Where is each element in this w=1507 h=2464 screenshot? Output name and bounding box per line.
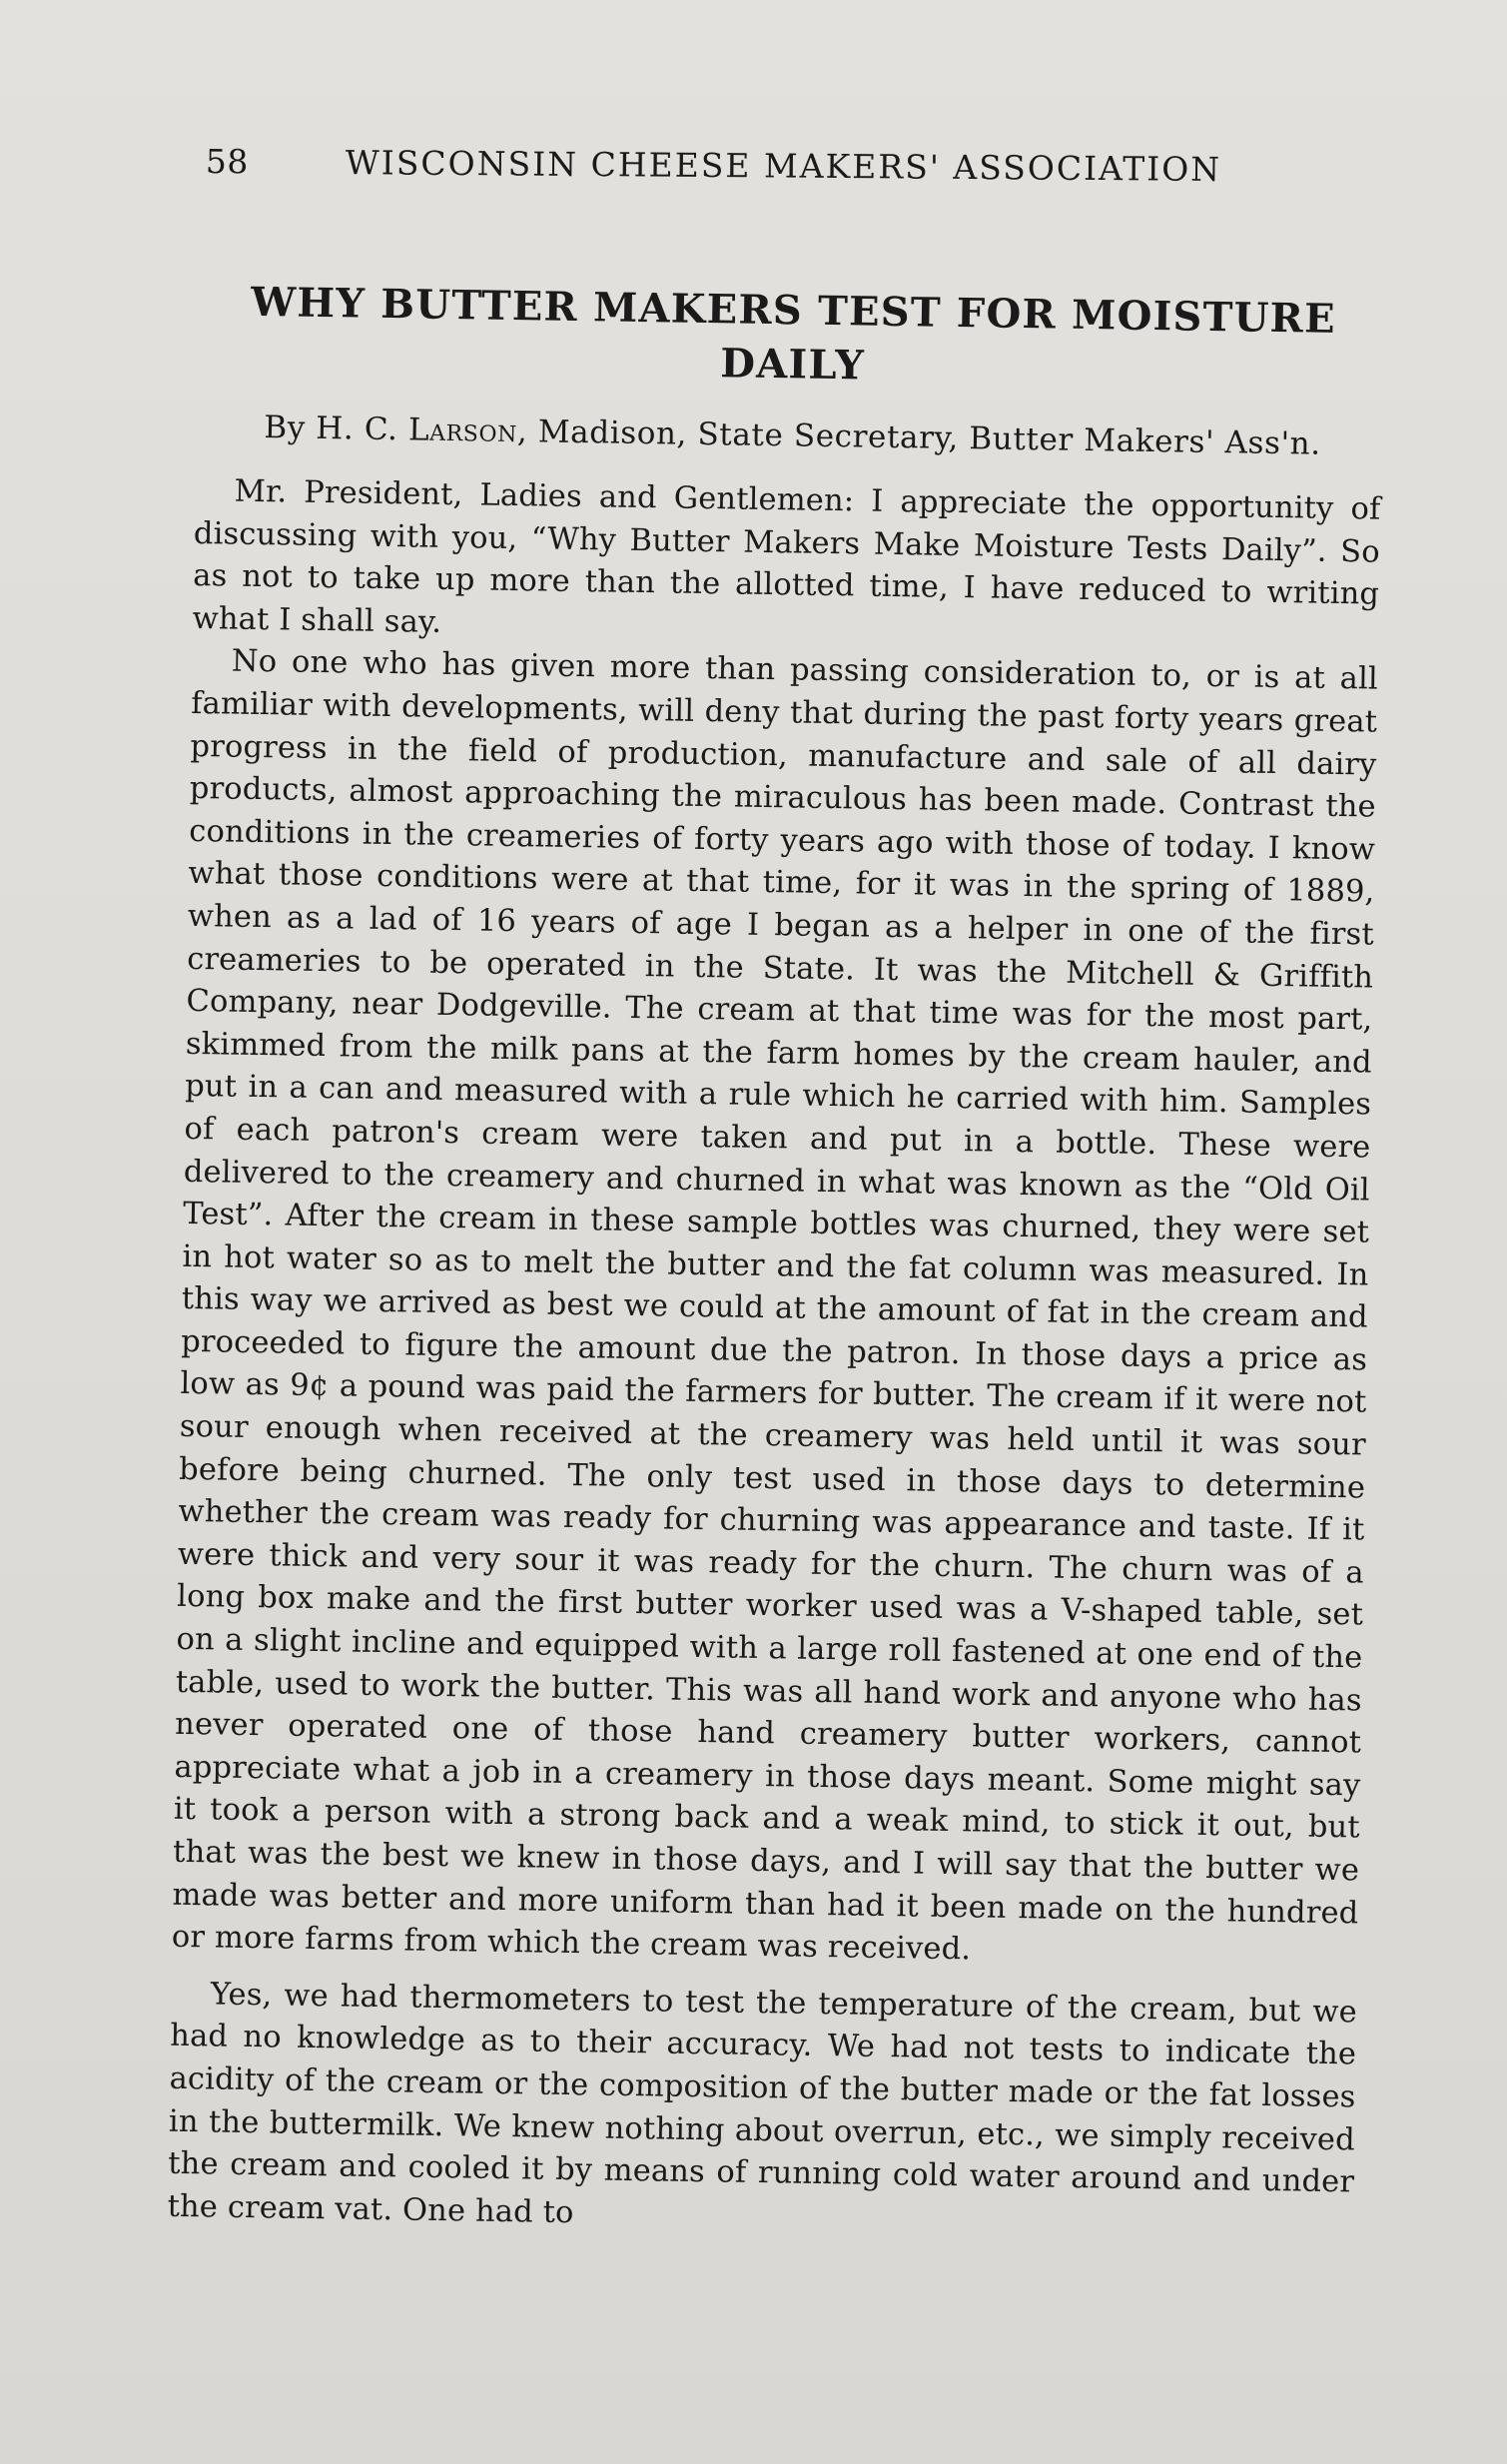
paragraph-thermometers: Yes, we had thermometers to test the temperature of the cream, but we had no knowledge as to their accuracy. We had not tests to indicate the acidity of the cream or the composition of the butter made or the fat losses in the buttermilk. We knew nothing about overrun, etc., we simply received the cream and cooled it by means of running cold water around and under the cream vat. One had to: [167, 1977, 1358, 2230]
paragraph-opening: Mr. President, Ladies and Gentlemen: I appreciate the opportunity of discussing with you, “Why Butter Makers Make Moisture Tests Daily”. So as not to take up more than the allotted time, I have reduced to writing what I shall say.: [192, 473, 1381, 640]
byline-prefix: By H. C.: [264, 410, 409, 448]
byline: [203, 405, 1382, 467]
running-head: [206, 142, 1244, 210]
paragraph-history: No one who has given more than passing consideration to, or is at all familiar with developments, will deny that during the past forty years great progress in the field of production, manufacture and sale of all dairy products, almost approaching the miraculous has been made. Contrast the conditions in the creameries of forty years ago with those of today. I know what those conditions were at that time, for it was in the spring of 1889, when as a lad of 16 years of age I began as a helper in one of the first creameries to be operated in the State. It was the Mitchell & Griffith Company, near Dodgeville. The cream at that time was for the most part, skimmed from the milk pans at the farm homes by the cream hauler, and put in a can and measured with a rule which he carried with him. Samples of each patron's cream were taken and put in a bottle. These were delivered to the creamery and churned in what was known as the “Old Oil Test”. After the cream in these sample bottles was churned, they were set in hot water so as to melt the butter and the fat column was measured. In this way we arrived as best we could at the amount of fat in the cream and proceeded to figure the amount due the patron. In those days a price as low as 9¢ a pound was paid the farmers for butter. The cream if it were not sour enough when received at the creamery was held until it was sour before being churned. The only test used in those days to determine whether the cream was ready for churning was appearance and taste. If it were thick and very sour it was ready for the churn. The churn was of a long box make and the first butter worker used was a V-shaped table, set on a slight incline and equipped with a large roll fastened at one end of the table, used to work the butter. This was all hand work and anyone who has never operated one of those hand creamery butter workers, cannot appreciate what a job in a creamery in those days meant. Some might say it took a person with a strong back and a weak mind, to stick it out, but that was the best we knew in those days, and I will say that the butter we made was better and more uniform than had it been made on the hundred or more farms from which the cream was received.: [171, 643, 1379, 1968]
article: [167, 275, 1384, 2247]
byline-author: Larson: [407, 411, 518, 450]
byline-rest: , Madison, State Secretary, Butter Makers' Ass'n.: [516, 413, 1321, 462]
article-title: WHY BUTTER MAKERS TEST FOR MOISTURE DAILY: [250, 278, 1337, 390]
page-number: 58: [205, 142, 249, 182]
running-title: WISCONSIN CHEESE MAKERS' ASSOCIATION: [345, 143, 1222, 189]
